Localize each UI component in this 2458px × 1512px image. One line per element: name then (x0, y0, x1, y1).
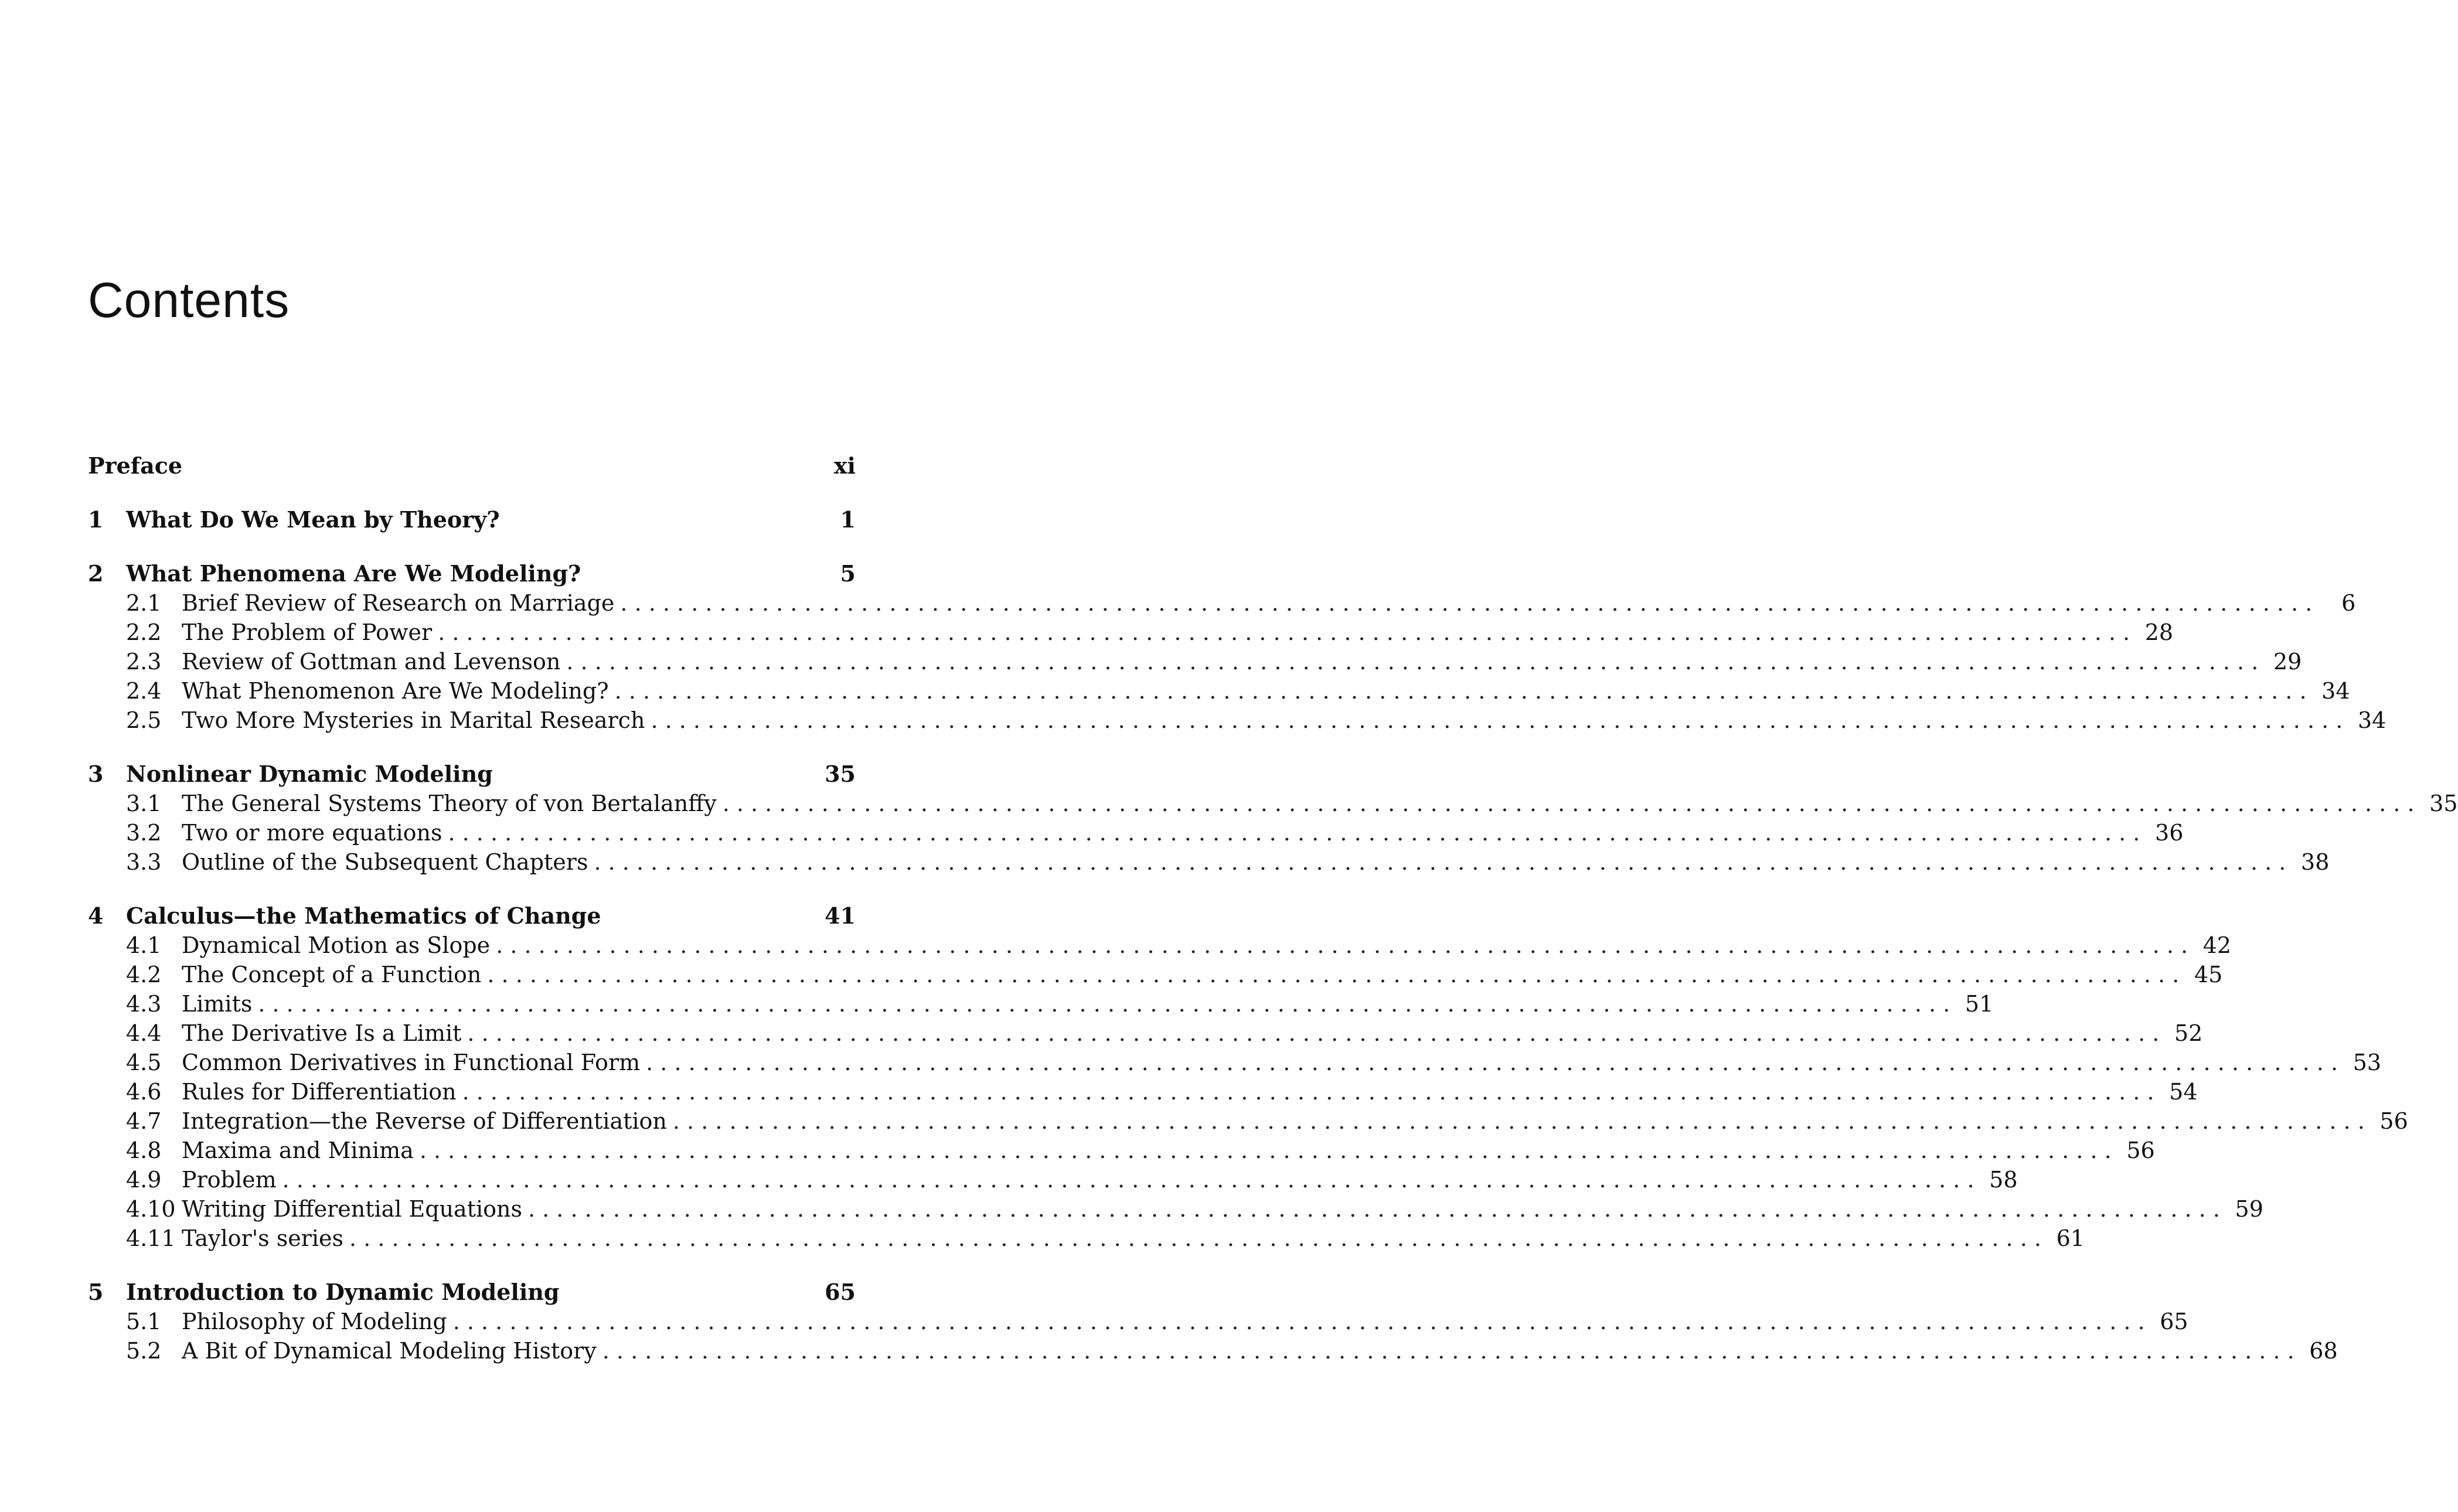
toc-section-3-1 (88, 789, 2458, 818)
section-page-number: 36 (2155, 820, 2184, 846)
chapter-title: Introduction to Dynamic Modeling (126, 1279, 560, 1305)
dot-leader: . . . . . . . . . . . . . . . . . . . . . . . . . . . . . . . . . . . . . . . . . . . . . . . . . . . . . . . . . . . . . . . . . . . . . . . . . . . . . . . . . . . . . . . . . . . . . . . . . . . . . . . . . . . . . . . . . . . . . . . . (452, 1309, 2145, 1334)
chapter-title: What Phenomena Are We Modeling? (126, 560, 581, 587)
dot-leader: . . . . . . . . . . . . . . . . . . . . . . . . . . . . . . . . . . . . . . . . . . . . . . . . . . . . . . . . . . . . . . . . . . . . . . . . . . . . . . . . . . . . . . . . . . . . . . . . . . . . . . . . . . . . . . . . . . . . . . . . (651, 707, 2343, 733)
page-title: Contents (88, 273, 290, 328)
dot-leader: . . . . . . . . . . . . . . . . . . . . . . . . . . . . . . . . . . . . . . . . . . . . . . . . . . . . . . . . . . . . . . . . . . . . . . . . . . . . . . . . . . . . . . . . . . . . . . . . . . . . . . . . . . . . . . . . . . . . . . . . (646, 1050, 2338, 1075)
section-title: Limits (182, 991, 253, 1017)
toc-section-2-2 (88, 618, 2174, 647)
section-number: 5.1 (126, 1309, 162, 1334)
section-page-number: 61 (2056, 1225, 2085, 1251)
section-page-number: 65 (2160, 1309, 2188, 1334)
section-page-number: 54 (2169, 1079, 2198, 1105)
section-page-number: 68 (2309, 1338, 2338, 1364)
chapter-number: 4 (88, 903, 104, 929)
toc-section-4-5 (88, 1048, 2382, 1077)
dot-leader: . . . . . . . . . . . . . . . . . . . . . . . . . . . . . . . . . . . . . . . . . . . . . . . . . . . . . . . . . . . . . . . . . . . . . . . . . . . . . . . . . . . . . . . . . . . . . . . . . . . . . . . . . . . . . . . . . . . . . . . . (722, 791, 2415, 816)
section-number: 4.11 (126, 1225, 176, 1251)
section-page-number: 53 (2353, 1050, 2382, 1075)
section-title: Taylor's series (182, 1225, 344, 1251)
section-page-number: 51 (1965, 991, 1994, 1017)
section-number: 3.3 (126, 849, 162, 875)
dot-leader: . . . . . . . . . . . . . . . . . . . . . . . . . . . . . . . . . . . . . . . . . . . . . . . . . . . . . . . . . . . . . . . . . . . . . . . . . . . . . . . . . . . . . . . . . . . . . . . . . . . . . . . . . . . . . . . . . . . . . . . . (282, 1167, 1974, 1193)
chapter-title: What Do We Mean by Theory? (126, 506, 500, 533)
section-page-number: 6 (2341, 590, 2356, 616)
section-title: Brief Review of Research on Marriage (182, 590, 615, 616)
dot-leader: . . . . . . . . . . . . . . . . . . . . . . . . . . . . . . . . . . . . . . . . . . . . . . . . . . . . . . . . . . . . . . . . . . . . . . . . . . . . . . . . . . . . . . . . . . . . . . . . . . . . . . . . . . . . . . . . . . . . . . . . (462, 1079, 2154, 1105)
section-number: 4.9 (126, 1167, 162, 1193)
section-page-number: 52 (2174, 1020, 2203, 1046)
chapter-page-number: 35 (825, 761, 856, 787)
section-number: 4.6 (126, 1079, 162, 1105)
toc-chapter-2 (88, 559, 856, 588)
chapter-page-number: 1 (840, 506, 856, 533)
toc-page-number: xi (833, 452, 856, 479)
chapter-title: Calculus—the Mathematics of Change (126, 903, 601, 929)
toc-section-2-3 (88, 647, 2302, 676)
dot-leader: . . . . . . . . . . . . . . . . . . . . . . . . . . . . . . . . . . . . . . . . . . . . . . . . . . . . . . . . . . . . . . . . . . . . . . . . . . . . . . . . . . . . . . . . . . . . . . . . . . . . . . . . . . . . . . . . . . . . . . . . (487, 962, 2180, 987)
dot-leader: . . . . . . . . . . . . . . . . . . . . . . . . . . . . . . . . . . . . . . . . . . . . . . . . . . . . . . . . . . . . . . . . . . . . . . . . . . . . . . . . . . . . . . . . . . . . . . . . . . . . . . . . . . . . . . . . . . . . . . . . (438, 619, 2130, 645)
chapter-page-number: 41 (825, 903, 856, 929)
toc-section-4-11 (88, 1224, 2085, 1253)
toc-section-5-1 (88, 1307, 2188, 1336)
section-page-number: 28 (2144, 619, 2174, 645)
toc-section-4-3 (88, 989, 1994, 1019)
section-number: 4.8 (126, 1138, 162, 1163)
dot-leader: . . . . . . . . . . . . . . . . . . . . . . . . . . . . . . . . . . . . . . . . . . . . . . . . . . . . . . . . . . . . . . . . . . . . . . . . . . . . . . . . . . . . . . . . . . . . . . . . . . . . . . . . . . . . . . . . . . . . . . . . (620, 590, 2313, 616)
dot-leader: . . . . . . . . . . . . . . . . . . . . . . . . . . . . . . . . . . . . . . . . . . . . . . . . . . . . . . . . . . . . . . . . . . . . . . . . . . . . . . . . . . . . . . . . . . . . . . . . . . . . . . . . . . . . . . . . . . . . . . . . (258, 991, 1950, 1017)
section-page-number: 59 (2235, 1196, 2263, 1222)
section-page-number: 45 (2194, 962, 2223, 987)
section-page-number: 56 (2379, 1108, 2408, 1134)
toc-chapter-1 (88, 505, 856, 534)
section-title: Maxima and Minima (182, 1138, 414, 1163)
section-number: 2.1 (126, 590, 162, 616)
toc-section-4-1 (88, 931, 2232, 960)
section-title: Philosophy of Modeling (182, 1309, 447, 1334)
chapter-number: 5 (88, 1279, 104, 1305)
toc-section-2-4 (88, 676, 2350, 706)
section-title: Rules for Differentiation (182, 1079, 457, 1105)
section-number: 4.2 (126, 962, 162, 987)
section-number: 3.1 (126, 791, 162, 816)
toc-section-3-2 (88, 818, 2184, 847)
toc-entry-title: Preface (88, 452, 183, 479)
chapter-number: 2 (88, 560, 104, 587)
toc-section-2-5 (88, 706, 2386, 735)
section-page-number: 34 (2321, 678, 2350, 704)
section-title: Common Derivatives in Functional Form (182, 1050, 641, 1075)
toc-section-2-1 (88, 588, 2356, 618)
dot-leader: . . . . . . . . . . . . . . . . . . . . . . . . . . . . . . . . . . . . . . . . . . . . . . . . . . . . . . . . . . . . . . . . . . . . . . . . . . . . . . . . . . . . . . . . . . . . . . . . . . . . . . . . . . . . . . . . . . . . . . . . (566, 649, 2259, 675)
section-number: 4.3 (126, 991, 162, 1017)
chapter-page-number: 5 (840, 560, 856, 587)
section-number: 5.2 (126, 1338, 162, 1364)
toc-chapter-3 (88, 760, 856, 789)
section-title: A Bit of Dynamical Modeling History (182, 1338, 597, 1364)
section-number: 4.5 (126, 1050, 162, 1075)
section-number: 4.1 (126, 932, 162, 958)
toc-section-5-2 (88, 1336, 2338, 1365)
chapter-title: Nonlinear Dynamic Modeling (126, 761, 493, 787)
dot-leader: . . . . . . . . . . . . . . . . . . . . . . . . . . . . . . . . . . . . . . . . . . . . . . . . . . . . . . . . . . . . . . . . . . . . . . . . . . . . . . . . . . . . . . . . . . . . . . . . . . . . . . . . . . . . . . . . . . . . . . . . (467, 1020, 2160, 1046)
dot-leader: . . . . . . . . . . . . . . . . . . . . . . . . . . . . . . . . . . . . . . . . . . . . . . . . . . . . . . . . . . . . . . . . . . . . . . . . . . . . . . . . . . . . . . . . . . . . . . . . . . . . . . . . . . . . . . . . . . . . . . . . (496, 932, 2188, 958)
dot-leader: . . . . . . . . . . . . . . . . . . . . . . . . . . . . . . . . . . . . . . . . . . . . . . . . . . . . . . . . . . . . . . . . . . . . . . . . . . . . . . . . . . . . . . . . . . . . . . . . . . . . . . . . . . . . . . . . . . . . . . . . (419, 1138, 2112, 1163)
toc-section-4-6 (88, 1077, 2198, 1106)
dot-leader: . . . . . . . . . . . . . . . . . . . . . . . . . . . . . . . . . . . . . . . . . . . . . . . . . . . . . . . . . . . . . . . . . . . . . . . . . . . . . . . . . . . . . . . . . . . . . . . . . . . . . . . . . . . . . . . . . . . . . . . . (448, 820, 2140, 846)
section-title: The Problem of Power (182, 619, 433, 645)
section-number: 2.4 (126, 678, 162, 704)
section-title: Integration—the Reverse of Differentiation (182, 1108, 667, 1134)
section-title: The Derivative Is a Limit (182, 1020, 462, 1046)
toc-section-4-7 (88, 1106, 2408, 1136)
section-page-number: 34 (2357, 707, 2386, 733)
dot-leader: . . . . . . . . . . . . . . . . . . . . . . . . . . . . . . . . . . . . . . . . . . . . . . . . . . . . . . . . . . . . . . . . . . . . . . . . . . . . . . . . . . . . . . . . . . . . . . . . . . . . . . . . . . . . . . . . . . . . . . . . (349, 1225, 2041, 1251)
section-title: Review of Gottman and Levenson (182, 649, 561, 675)
dot-leader: . . . . . . . . . . . . . . . . . . . . . . . . . . . . . . . . . . . . . . . . . . . . . . . . . . . . . . . . . . . . . . . . . . . . . . . . . . . . . . . . . . . . . . . . . . . . . . . . . . . . . . . . . . . . . . . . . . . . . . . . (527, 1196, 2220, 1222)
section-title: Two More Mysteries in Marital Research (182, 707, 645, 733)
section-title: The General Systems Theory of von Bertalanffy (182, 791, 717, 816)
toc-section-4-8 (88, 1136, 2155, 1165)
section-page-number: 29 (2273, 649, 2302, 675)
chapter-number: 3 (88, 761, 104, 787)
toc-chapter-5 (88, 1278, 856, 1307)
toc-section-4-10 (88, 1194, 2263, 1224)
chapter-page-number: 65 (825, 1279, 856, 1305)
dot-leader: . . . . . . . . . . . . . . . . . . . . . . . . . . . . . . . . . . . . . . . . . . . . . . . . . . . . . . . . . . . . . . . . . . . . . . . . . . . . . . . . . . . . . . . . . . . . . . . . . . . . . . . . . . . . . . . . . . . . . . . . (672, 1108, 2365, 1134)
dot-leader: . . . . . . . . . . . . . . . . . . . . . . . . . . . . . . . . . . . . . . . . . . . . . . . . . . . . . . . . . . . . . . . . . . . . . . . . . . . . . . . . . . . . . . . . . . . . . . . . . . . . . . . . . . . . . . . . . . . . . . . . (594, 849, 2286, 875)
section-number: 4.10 (126, 1196, 176, 1222)
section-page-number: 58 (1989, 1167, 2018, 1193)
section-page-number: 42 (2202, 932, 2232, 958)
section-page-number: 56 (2126, 1138, 2155, 1163)
dot-leader: . . . . . . . . . . . . . . . . . . . . . . . . . . . . . . . . . . . . . . . . . . . . . . . . . . . . . . . . . . . . . . . . . . . . . . . . . . . . . . . . . . . . . . . . . . . . . . . . . . . . . . . . . . . . . . . . . . . . . . . . (614, 678, 2307, 704)
section-title: Problem (182, 1167, 277, 1193)
section-number: 3.2 (126, 820, 162, 846)
section-title: What Phenomenon Are We Modeling? (182, 678, 609, 704)
toc-section-3-3 (88, 847, 2330, 877)
toc-section-4-9 (88, 1165, 2018, 1194)
section-number: 2.2 (126, 619, 162, 645)
section-number: 2.5 (126, 707, 162, 733)
section-number: 4.7 (126, 1108, 162, 1134)
section-title: Two or more equations (182, 820, 442, 846)
section-page-number: 35 (2429, 791, 2458, 816)
toc-section-4-4 (88, 1019, 2203, 1048)
toc-entry-preface (88, 451, 856, 481)
section-title: Dynamical Motion as Slope (182, 932, 491, 958)
section-number: 4.4 (126, 1020, 162, 1046)
table-of-contents (88, 451, 2458, 1365)
section-number: 2.3 (126, 649, 162, 675)
section-title: The Concept of a Function (182, 962, 482, 987)
toc-chapter-4 (88, 901, 856, 931)
section-title: Writing Differential Equations (182, 1196, 522, 1222)
section-title: Outline of the Subsequent Chapters (182, 849, 588, 875)
dot-leader: . . . . . . . . . . . . . . . . . . . . . . . . . . . . . . . . . . . . . . . . . . . . . . . . . . . . . . . . . . . . . . . . . . . . . . . . . . . . . . . . . . . . . . . . . . . . . . . . . . . . . . . . . . . . . . . . . . . . . . . . (602, 1338, 2294, 1364)
chapter-number: 1 (88, 506, 104, 533)
section-page-number: 38 (2301, 849, 2330, 875)
toc-section-4-2 (88, 960, 2223, 989)
